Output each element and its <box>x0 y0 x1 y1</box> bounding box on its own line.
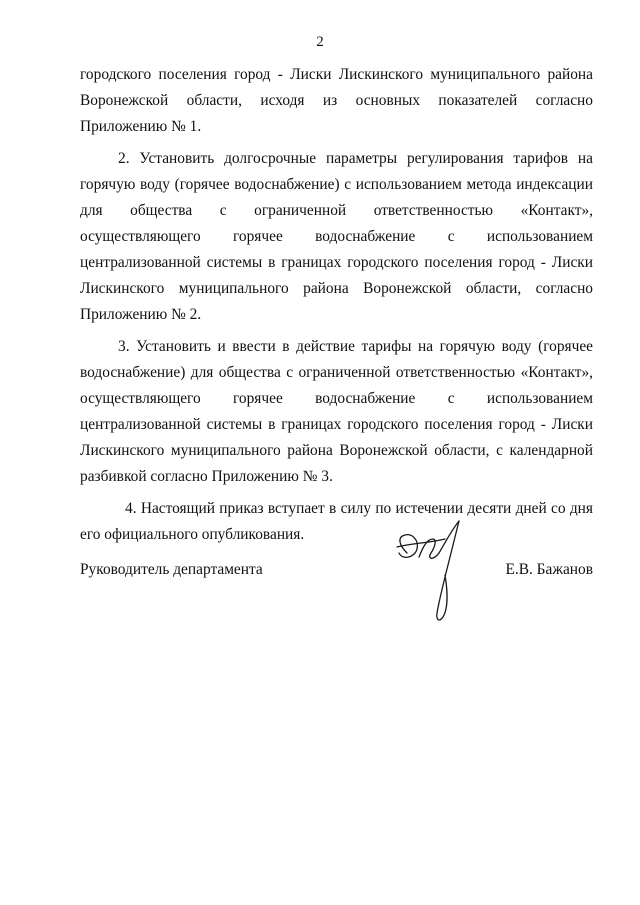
paragraph-item-2: 2. Установить долгосрочные параметры регулирования тарифов на горячую воду (горячее водоснабжение) с использованием метода индексации для общества с ограниченной ответственностью «Контакт», осуществляющего горячее водоснабжение с использованием централизованной системы в границах городского поселения город - Лиски Лискинского муниципального района Воронежской области, согласно Приложению № 2. <box>80 150 593 323</box>
paragraph-continuation: городского поселения город - Лиски Лискинского муниципального района Воронежской области, исходя из основных показателей согласно Приложению № 1. <box>80 66 593 135</box>
signature-block <box>80 557 593 583</box>
paragraph-item-4: 4. Настоящий приказ вступает в силу по истечении десяти дней со дня его официального опубликования. <box>80 500 593 543</box>
document-body <box>80 62 593 554</box>
page-number: 2 <box>316 34 324 50</box>
signatory-name: Е.В. Бажанов <box>505 561 593 578</box>
signatory-title: Руководитель департамента <box>80 561 263 578</box>
paragraph-item-3: 3. Установить и ввести в действие тарифы на горячую воду (горячее водоснабжение) для общества с ограниченной ответственностью «Контакт», осуществляющего горячее водоснабжение с использованием централизованной системы в границах городского поселения город - Лиски Лискинского муниципального района Воронежской области, с календарной разбивкой согласно Приложению № 3. <box>80 338 593 485</box>
handwritten-signature-icon <box>393 517 473 627</box>
